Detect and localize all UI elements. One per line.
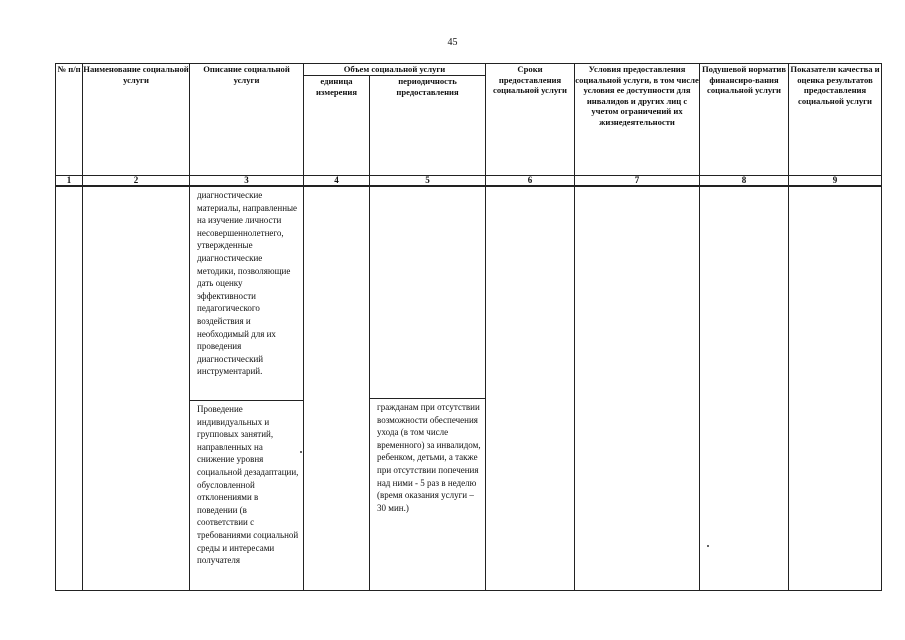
scan-speck bbox=[707, 545, 709, 547]
column-number-3: 3 bbox=[190, 176, 304, 187]
cell-unit bbox=[304, 186, 370, 591]
description-part-1: диагностические материалы, направленные на изучение личности несовершеннолетнего, утвержденные диагностические методики, позволяющие дать оценку эффективности педагогического воздействия и необходимый для их проведения диагностический инструментарий. bbox=[197, 190, 298, 377]
periodicity-part-2: гражданам при отсутствии возможности обеспечения ухода (в том числе временного) за инвалидом, ребенком, детьми, а также при отсутствии попечения над ними - 5 раз в неделю (время оказания услуги – 30 мин.) bbox=[370, 398, 485, 588]
column-number-2: 2 bbox=[83, 176, 190, 187]
cell-service-description bbox=[190, 186, 304, 591]
column-number-5: 5 bbox=[370, 176, 486, 187]
scan-speck bbox=[300, 451, 302, 453]
page-number: 45 bbox=[447, 37, 458, 48]
header-quality-indicators: Показатели качества и оценка результатов предоставления социальной услуги bbox=[789, 64, 882, 176]
header-per-capita-standard: Подушевой норматив финансиро-вания социальной услуги bbox=[700, 64, 789, 176]
header-unit: единица измерения bbox=[304, 76, 370, 176]
cell-number bbox=[56, 186, 83, 591]
column-number-1: 1 bbox=[56, 176, 83, 187]
periodicity-part-1 bbox=[370, 187, 485, 398]
header-service-terms: Сроки предоставления социальной услуги bbox=[486, 64, 575, 176]
header-number: № п/п bbox=[56, 64, 83, 176]
cell-service-terms bbox=[486, 186, 575, 591]
cell-service-name bbox=[83, 186, 190, 591]
cell-per-capita-standard bbox=[700, 186, 789, 591]
description-part-2: Проведение индивидуальных и групповых занятий, направленных на снижение уровня социальной дезадаптации, обусловленной отклонениями в поведении (в соответствии с требованиями социальной среды и интересами получателя bbox=[190, 400, 303, 590]
header-service-description: Описание социальной услуги bbox=[190, 64, 304, 176]
column-number-8: 8 bbox=[700, 176, 789, 187]
cell-service-conditions bbox=[575, 186, 700, 591]
header-periodicity: периодичность предоставления bbox=[370, 76, 486, 176]
header-service-volume: Объем социальной услуги bbox=[304, 64, 486, 76]
column-number-7: 7 bbox=[575, 176, 700, 187]
column-number-4: 4 bbox=[304, 176, 370, 187]
cell-periodicity bbox=[370, 186, 486, 591]
column-number-6: 6 bbox=[486, 176, 575, 187]
column-number-9: 9 bbox=[789, 176, 882, 187]
header-service-conditions: Условия предоставления социальной услуги, в том числе условия ее доступности для инвалидов и других лиц с учетом ограничений их жизнедеятельности bbox=[575, 64, 700, 176]
header-service-name: Наименование социальной услуги bbox=[83, 64, 190, 176]
social-services-table bbox=[55, 63, 882, 591]
cell-quality-indicators bbox=[789, 186, 882, 591]
